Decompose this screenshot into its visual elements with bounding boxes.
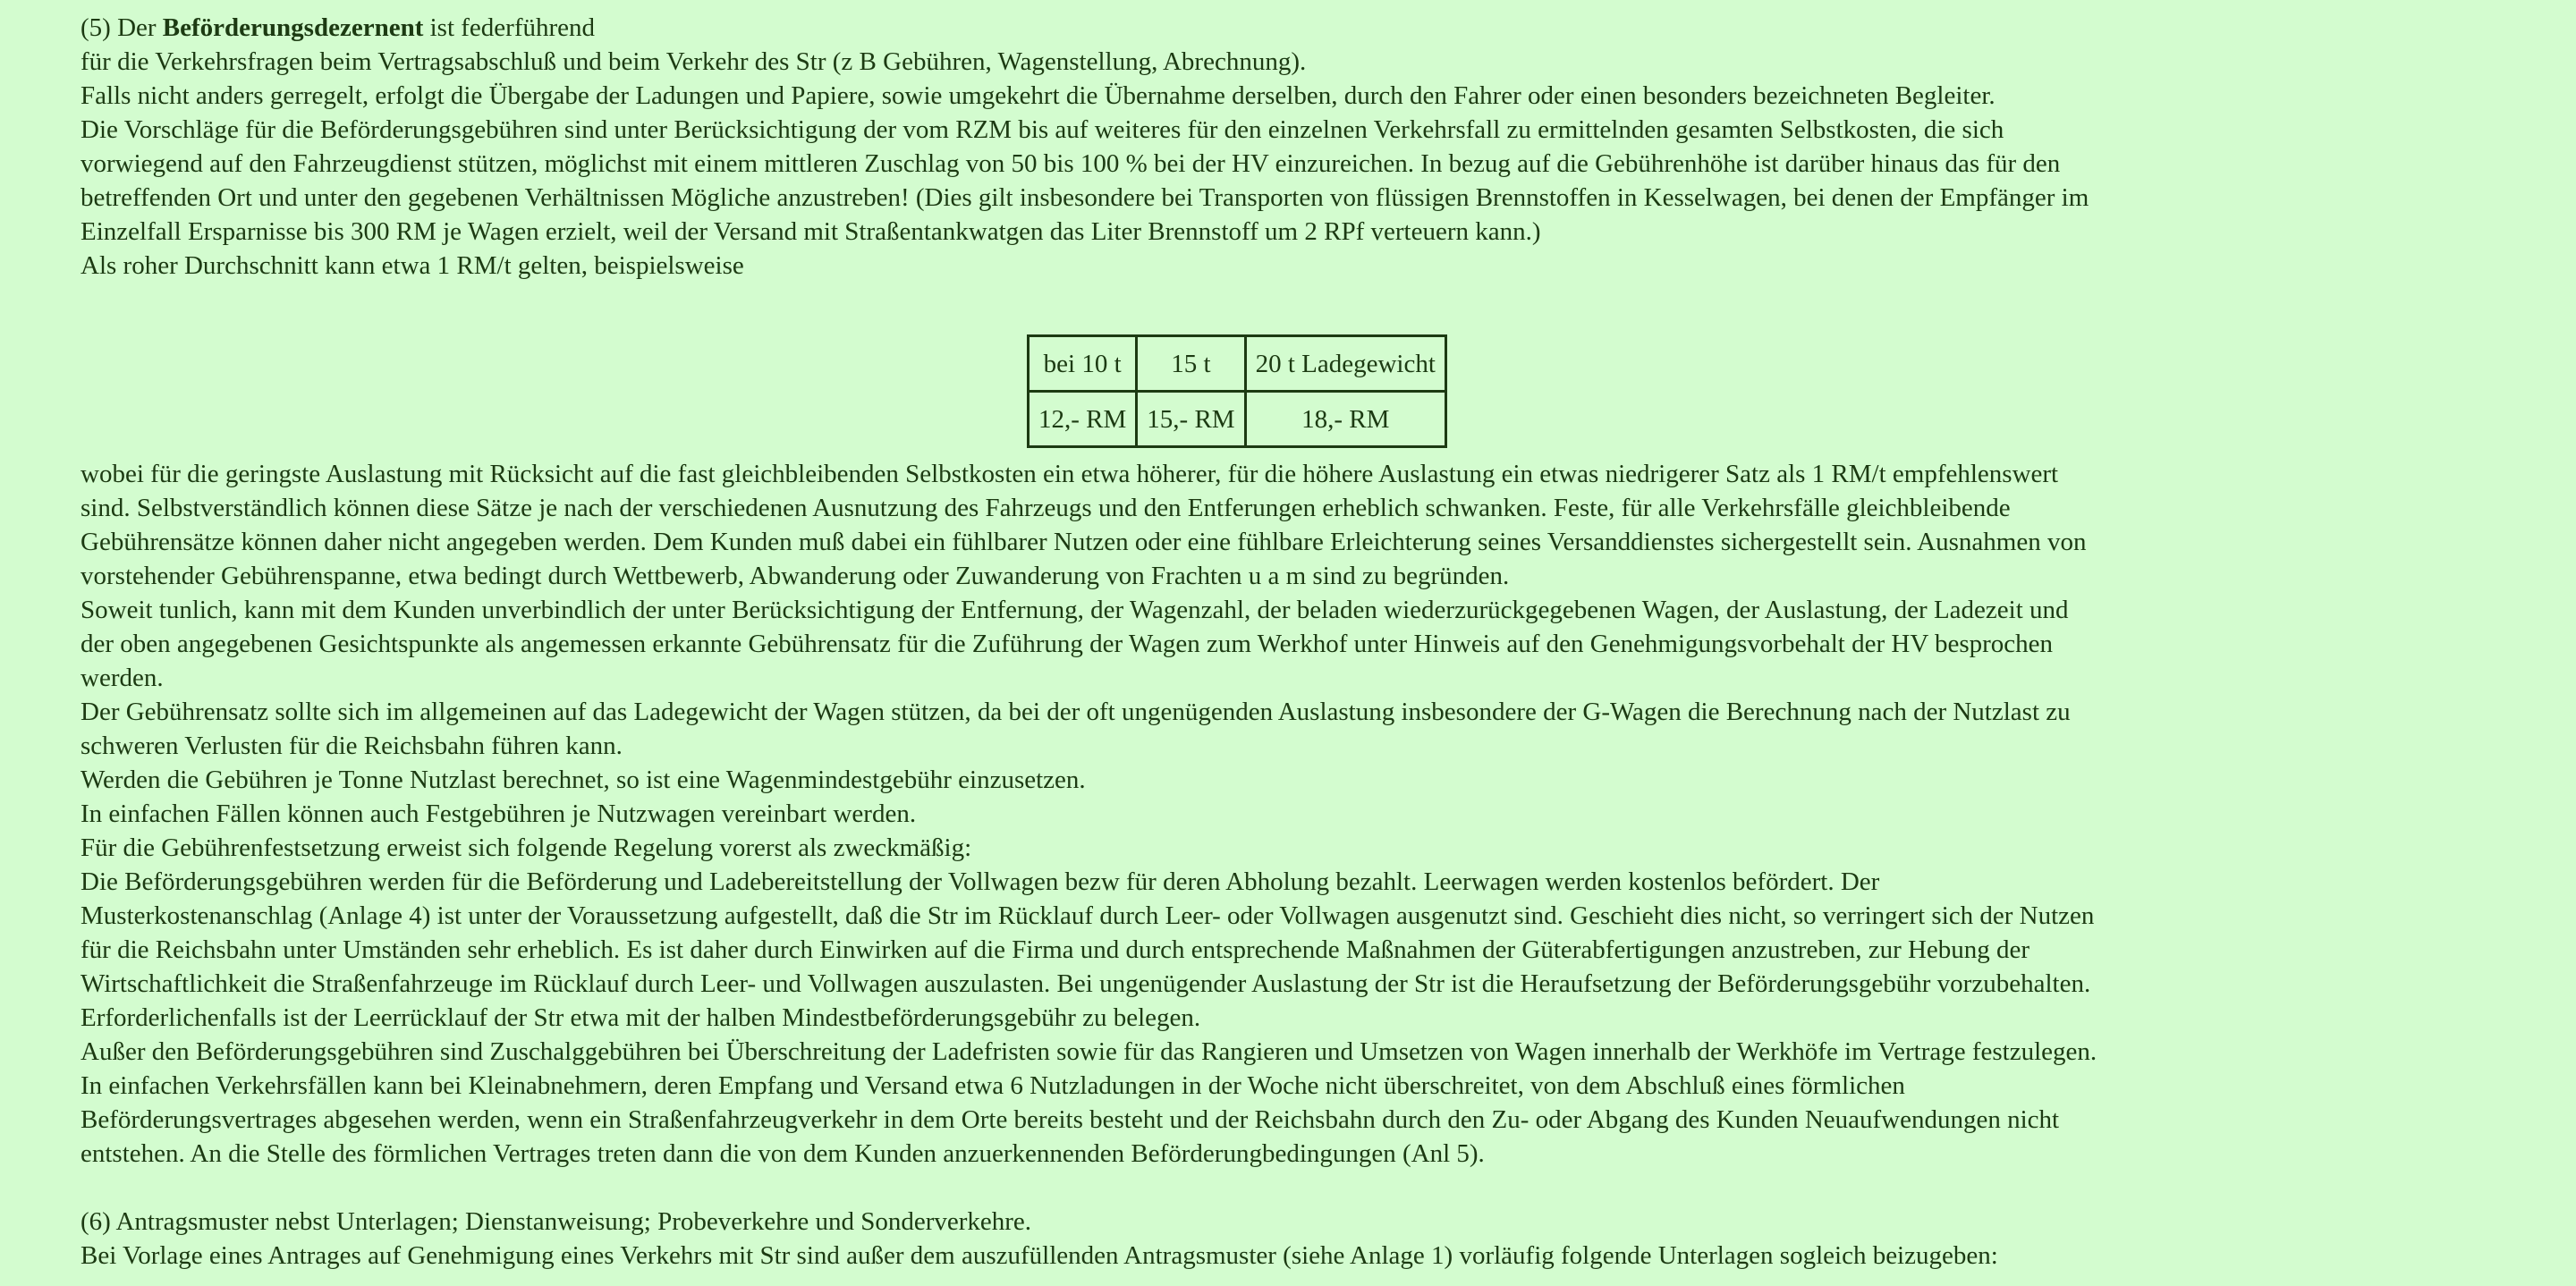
fee-table <box>1027 334 1447 448</box>
section-gap <box>80 1171 2540 1205</box>
text-line: werden. <box>80 664 164 692</box>
text-line: In einfachen Fällen können auch Festgebühren je Nutzwagen vereinbart werden. <box>80 800 917 828</box>
fee-table-value-cell: 18,- RM <box>1245 392 1445 447</box>
text-line: Werden die Gebühren je Tonne Nutzlast berechnet, so ist eine Wagenmindestgebühr einzusetzen. <box>80 766 1086 794</box>
text-line: sind. Selbstverständlich können diese Sätze je nach der verschiedenen Ausnutzung des Fahrzeugs und den Entferungen erheblich schwanken. Feste, für alle Verkehrsfälle gleichbleibende <box>80 494 2011 522</box>
text-line: Wirtschaftlichkeit die Straßenfahrzeuge im Rücklauf durch Leer- und Vollwagen auszulasten. Bei ungenügender Auslastung der Str ist die Heraufsetzung der Beförderungsgebühr vorzubehalten. <box>80 969 2091 998</box>
text-line: vorstehender Gebührenspanne, etwa bedingt durch Wettbewerb, Abwanderung oder Zuwanderung von Frachten u a m sind zu begründen. <box>80 562 1510 590</box>
text-line: betreffenden Ort und unter den gegebenen Verhältnissen Mögliche anzustreben! (Dies gilt insbesondere bei Transporten von flüssigen Brennstoffen in Kesselwagen, bei denen der Empfänger im <box>80 183 2089 212</box>
text-line: Beförderungsvertrages abgesehen werden, wenn ein Straßenfahrzeugverkehr in dem Orte bereits besteht und der Reichsbahn durch den Zu- oder Abgang des Kunden Neuaufwendungen nicht <box>80 1105 2060 1134</box>
text-line: Die Vorschläge für die Beförderungsgebühren sind unter Berücksichtigung der vom RZM bis auf weiteres für den einzelnen Verkehrsfall zu ermittelnden gesamten Selbstkosten, die sich <box>80 115 2004 144</box>
text-line: Erforderlichenfalls ist der Leerrücklauf der Str etwa mit der halben Mindestbeförderungsgebühr zu belegen. <box>80 1003 1201 1032</box>
text-line: vorwiegend auf den Fahrzeugdienst stützen, möglichst mit einem mittleren Zuschlag von 50 bis 100 % bei der HV einzureichen. In bezug auf die Gebührenhöhe ist darüber hinaus das für den <box>80 149 2061 178</box>
fee-table-header-row <box>1029 336 1446 392</box>
text-line: In einfachen Verkehrsfällen kann bei Kleinabnehmern, deren Empfang und Versand etwa 6 Nutzladungen in der Woche nicht überschreitet, von dem Abschluß eines förmlichen <box>80 1071 1905 1100</box>
paragraph-5-bold-term: Beförderungsdezernent <box>162 13 424 42</box>
paragraph-5-suffix: ist federführend <box>423 13 596 42</box>
text-line: Bei Vorlage eines Antrages auf Genehmigung eines Verkehrs mit Str sind außer dem auszufüllenden Antragsmuster (siehe Anlage 1) vorläufig folgende Unterlagen sogleich beizugeben: <box>80 1241 1998 1270</box>
fee-table-value-row <box>1029 392 1446 447</box>
text-line: Als roher Durchschnitt kann etwa 1 RM/t gelten, beispielsweise <box>80 251 744 280</box>
fee-table-header-cell: 20 t Ladegewicht <box>1245 336 1445 392</box>
fee-table-value-cell: 12,- RM <box>1029 392 1137 447</box>
text-line: Soweit tunlich, kann mit dem Kunden unverbindlich der unter Berücksichtigung der Entfernung, der Wagenzahl, der beladen wiederzurückgegebenen Wagen, der Auslastung, der Ladezeit und <box>80 596 2069 624</box>
fee-table-value-cell: 15,- RM <box>1137 392 1245 447</box>
text-line: Einzelfall Ersparnisse bis 300 RM je Wagen erzielt, weil der Versand mit Straßentankwatgen das Liter Brennstoff um 2 RPf verteuern kann.) <box>80 217 1541 246</box>
fee-table-header-cell: 15 t <box>1137 336 1245 392</box>
paragraph-5-intro <box>80 11 2540 45</box>
text-line: Für die Gebührenfestsetzung erweist sich folgende Regelung vorerst als zweckmäßig: <box>80 833 972 862</box>
text-line: Musterkostenanschlag (Anlage 4) ist unter der Voraussetzung aufgestellt, daß die Str im Rücklauf durch Leer- oder Vollwagen ausgenutzt sind. Geschieht dies nicht, so verringert sich der Nutzen <box>80 901 2095 930</box>
text-line: entstehen. An die Stelle des förmlichen Vertrages treten dann die von dem Kunden anzuerkennenden Beförderungbedingungen (Anl 5). <box>80 1139 1485 1168</box>
paragraph-5-prefix: (5) Der <box>80 13 163 42</box>
text-line: Die Beförderungsgebühren werden für die Beförderung und Ladebereitstellung der Vollwagen bezw für deren Abholung bezahlt. Leerwagen werden kostenlos befördert. Der <box>80 867 1880 896</box>
text-line: für die Reichsbahn unter Umständen sehr erheblich. Es ist daher durch Einwirken auf die Firma und durch entsprechende Maßnahmen der Güterabfertigungen anzustreben, zur Hebung der <box>80 935 2030 964</box>
text-line: wobei für die geringste Auslastung mit Rücksicht auf die fast gleichbleibenden Selbstkosten ein etwa höherer, für die höhere Auslastung ein etwas niedrigerer Satz als 1 RM/t empfehlenswert <box>80 460 2059 488</box>
text-line: Außer den Beförderungsgebühren sind Zuschalggebühren bei Überschreitung der Ladefristen sowie für das Rangieren und Umsetzen von Wagen innerhalb der Werkhöfe im Vertrage festzulegen. <box>80 1037 2097 1066</box>
paragraph-6-heading: (6) Antragsmuster nebst Unterlagen; Dienstanweisung; Probeverkehre und Sonderverkehre. <box>80 1207 1032 1236</box>
text-line: Falls nicht anders gerregelt, erfolgt die Übergabe der Ladungen und Papiere, sowie umgekehrt die Übernahme derselben, durch den Fahrer oder einen besonders bezeichneten Begleiter. <box>80 81 1996 110</box>
text-line: für die Verkehrsfragen beim Vertragsabschluß und beim Verkehr des Str (z B Gebühren, Wagenstellung, Abrechnung). <box>80 47 1307 76</box>
text-line: der oben angegebenen Gesichtspunkte als angemessen erkannte Gebührensatz für die Zuführung der Wagen zum Werkhof unter Hinweis auf den Genehmigungsvorbehalt der HV besprochen <box>80 630 2054 658</box>
text-line: Gebührensätze können daher nicht angegeben werden. Dem Kunden muß dabei ein fühlbarer Nutzen oder eine fühlbare Erleichterung seines Versanddienstes sichergestellt sein. Ausnahmen von <box>80 528 2087 556</box>
fee-table-header-cell: bei 10 t <box>1029 336 1137 392</box>
text-line: Der Gebührensatz sollte sich im allgemeinen auf das Ladegewicht der Wagen stützen, da bei der oft ungenügenden Auslastung insbesondere der G-Wagen die Berechnung nach der Nutzlast zu <box>80 698 2071 726</box>
text-line: schweren Verlusten für die Reichsbahn führen kann. <box>80 732 623 760</box>
